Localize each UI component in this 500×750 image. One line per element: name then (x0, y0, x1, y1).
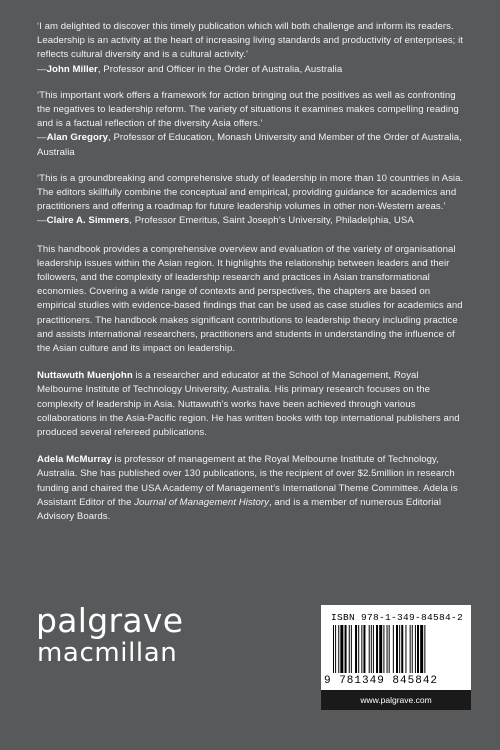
barcode-bar (389, 625, 390, 673)
endorsement-2: ‘This important work offers a framework for action bringing out the positives as well as confronting the negatives to leadership reform. The variety of situations it examines makes compelling reading and is a factual reflection of the diversity Asia offers.’ —Alan Gregory, Professor of Education, Monash University and Member of the Order of Australia, Australia (37, 89, 462, 158)
barcode-bar (401, 625, 403, 673)
barcode-bar (393, 625, 394, 673)
barcode-bar (333, 625, 334, 673)
author-name: Nuttawuth Muenjohn (37, 370, 133, 382)
publisher-url: www.palgrave.com (321, 690, 471, 710)
endorsement-quote: ‘I am delighted to discover this timely publication which will both challenge and inform its readers. Leadership is an activity at the heart of increasing living standards and productivity of enterprises; it reflects cultural diversity and is a cultural activity.’ (37, 21, 464, 61)
book-description: This handbook provides a comprehensive overview and evaluation of the variety of organisational leadership issues within the Asian region. It highlights the relationship between leaders and their followers, and the complexity of leadership research and practices in Asian transformational economies. Covering a wide range of contexts and perspectives, the chapters are based on empirical studies with evidence-based findings that can be used as case studies for academics and practitioners. The handbook makes significant contributions to leadership theory including practice and assists international researchers, practitioners and students in understanding the influence of the Asian culture and its impact on leadership. (37, 243, 463, 355)
isbn-barcode-box (321, 605, 471, 690)
endorser-title: Professor Emeritus, Saint Joseph’s University, Philadelphia, USA (134, 215, 414, 227)
barcode-bar (415, 625, 416, 673)
barcode-bar (351, 625, 352, 673)
barcode-bar (424, 625, 425, 673)
endorser-name: John Miller (46, 63, 98, 75)
barcode-bar (420, 625, 423, 673)
barcode-bar (338, 625, 339, 673)
barcode-bar (410, 625, 411, 673)
barcode-bar (371, 625, 372, 673)
publisher-logo-line2: macmillan (37, 638, 178, 668)
barcode-bar (373, 625, 374, 673)
endorsement-1: ‘I am delighted to discover this timely publication which will both challenge and inform its readers. Leadership is an activity at the heart of increasing living standards and productivity of enterprises; it reflects cultural diversity and is a cultural activity.’ —John Miller, Professor and Officer in the Order of Australia, Australia (37, 21, 464, 75)
barcode-bar (340, 625, 343, 673)
barcode-bar (376, 625, 378, 673)
barcode-bar (383, 625, 384, 673)
author-name: Adela McMurray (37, 454, 112, 466)
barcode-bar (363, 625, 365, 673)
barcode-bar (412, 625, 413, 673)
endorser-name: Claire A. Simmers (46, 215, 130, 227)
barcode-bar (387, 625, 388, 673)
endorsement-quote: ‘This is a groundbreaking and comprehensive study of leadership in more than 10 countries in Asia. The editors skillfully combine the conceptual and empirical, providing guidance for academics and practitioners and offering a roadmap for future leadership volumes in other non-Western areas.’ (37, 172, 464, 213)
author-bio-1 (37, 369, 467, 440)
barcode-bar (369, 625, 370, 673)
barcode-bar (335, 625, 336, 673)
endorsement-quote: ‘This important work offers a framework for action bringing out the positives as well as confronting the negatives to leadership reform. The variety of situations it examines makes compelling reading and is a factual reflection of the diversity Asia offers.’ (37, 89, 459, 130)
author-bio-2 (37, 453, 467, 524)
endorsement-3: ‘This is a groundbreaking and comprehensive study of leadership in more than 10 countries in Asia. The editors skillfully combine the conceptual and empirical, providing guidance for academics and practitioners and offering a roadmap for future leadership volumes in other non-Western areas.’ —Claire A. Simmers, Professor Emeritus, Saint Joseph’s University, Philadelphia, USA (37, 172, 464, 227)
endorser-name: Alan Gregory (46, 132, 109, 144)
barcode-bar (358, 625, 359, 673)
barcode-bar (417, 625, 419, 673)
back-cover-text (37, 20, 467, 524)
publisher-logo (36, 603, 183, 667)
author-bio-text-end: , and is a member of numerous Editorial Advisory Boards. (37, 496, 442, 523)
isbn-label: ISBN 978-1-349-84584-2 (331, 612, 464, 623)
author-bio-text: is professor of management at the Royal Melbourne Institute of Technology, Australia. She has published over 130 publications, is the recipient of over $2.5million in research funding and chaired the USA Academy of Management’s International Theme Committee. Adela is Assistant Editor of the (37, 454, 458, 508)
barcode-bar (355, 625, 357, 673)
author-bio-text: is a researcher and educator at the School of Management, Royal Melbourne Institute of Technology University, Australia. His primary research focuses on the complexity of leadership in Asia. Nuttawuth’s works have been achieved through various collaborations in the Asia-Pacific region. He has written books with top international publishers and produced several refereed publications. (37, 370, 460, 439)
barcode-bar (361, 625, 362, 673)
endorser-title: Professor of Education, Monash University and Member of the Order of Australia, Australia (37, 132, 462, 158)
ean-digits: 9 781349 845842 (324, 675, 439, 687)
barcode-bar (345, 625, 347, 673)
endorser-title: Professor and Officer in the Order of Australia, Australia (103, 63, 343, 75)
journal-title: Journal of Management History (134, 496, 269, 508)
barcode-bar (379, 625, 382, 673)
barcode-bar (405, 625, 406, 673)
publisher-logo-line1: palgrave (36, 601, 184, 640)
barcode-bar (349, 625, 350, 673)
barcode-bar (399, 625, 400, 673)
barcode-icon (333, 625, 461, 673)
barcode-bar (396, 625, 398, 673)
